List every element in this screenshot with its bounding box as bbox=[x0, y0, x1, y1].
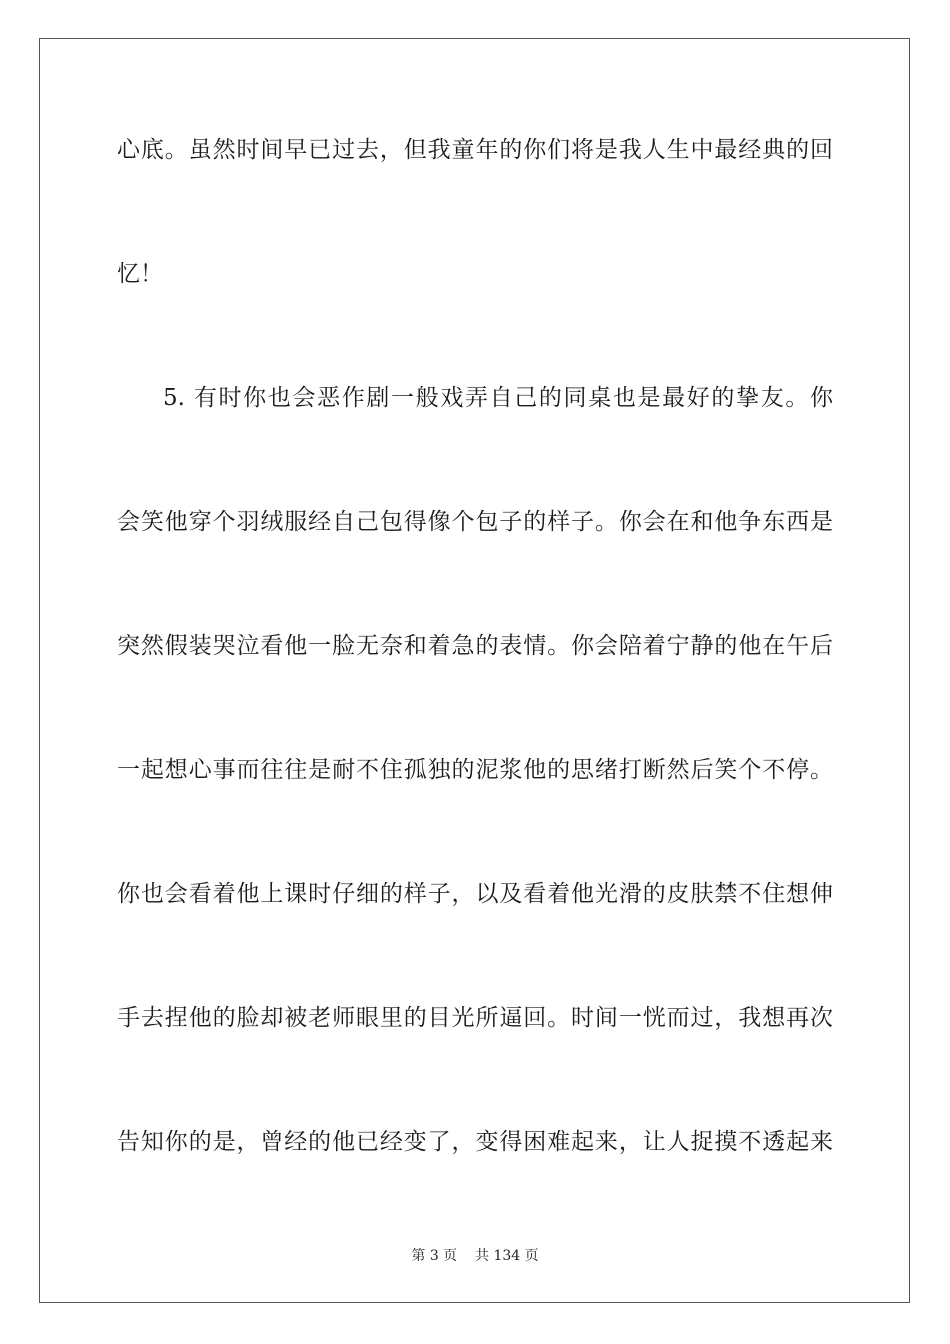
text-line-1: 心底。虽然时间早已过去，但我童年的你们将是我人生中最经典的回 bbox=[117, 137, 833, 163]
page-footer bbox=[0, 1247, 950, 1265]
page-border bbox=[39, 38, 910, 1303]
text-line-2: 忆！ bbox=[117, 261, 163, 287]
text-line-7: 你也会看着他上课时仔细的样子，以及看着他光滑的皮肤禁不住想伸 bbox=[117, 881, 833, 907]
page-number: 第 3 页 bbox=[411, 1248, 458, 1264]
text-line-3: 5. 有时你也会恶作剧一般戏弄自己的同桌也是最好的挚友。你 bbox=[163, 385, 833, 411]
text-line-4: 会笑他穿个羽绒服经自己包得像个包子的样子。你会在和他争东西是 bbox=[117, 509, 833, 535]
total-pages: 共 134 页 bbox=[475, 1248, 539, 1264]
text-line-5: 突然假装哭泣看他一脸无奈和着急的表情。你会陪着宁静的他在午后 bbox=[117, 633, 833, 659]
text-line-8: 手去捏他的脸却被老师眼里的目光所逼回。时间一恍而过，我想再次 bbox=[117, 1005, 833, 1031]
text-line-6: 一起想心事而往往是耐不住孤独的泥浆他的思绪打断然后笑个不停。 bbox=[117, 757, 833, 783]
text-line-9: 告知你的是，曾经的他已经变了，变得困难起来，让人捉摸不透起来 bbox=[117, 1129, 833, 1155]
